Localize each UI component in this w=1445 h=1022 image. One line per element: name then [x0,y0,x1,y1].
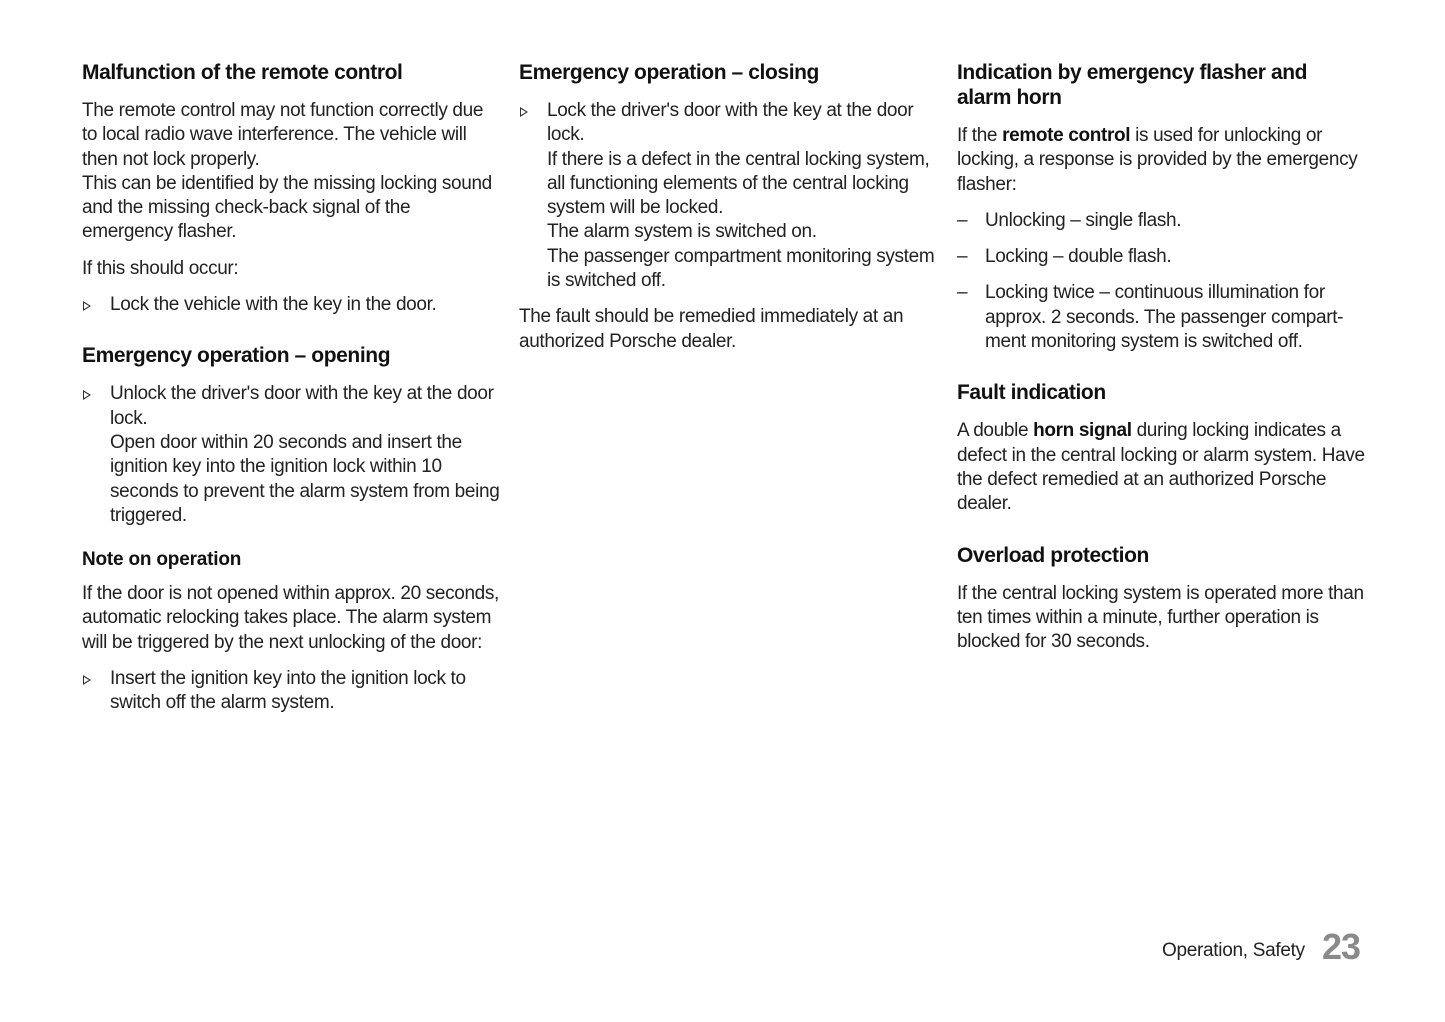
triangle-bullet-icon [83,390,91,400]
column-middle [519,60,939,366]
paragraph: If the central locking system is operated more than ten times within a minute, further operation is blocked for 30 seconds. [957,582,1364,653]
instruction-text: Lock the vehicle with the key in the door. [110,294,437,316]
emphasis: horn signal [1033,420,1132,442]
paragraph: The remote control may not function correctly due to local radio wave interference. The vehicle will then not lock properly. [82,100,484,170]
list-item [957,281,1377,354]
heading-fault-indication: Fault indication [957,381,1106,405]
list-item-text: Unlocking – single flash. [985,209,1182,231]
list-item-text: Locking twice – continuous illumination for approx. 2 seconds. The passenger compartment monitoring system is switched off. [985,282,1344,353]
instruction-text: Unlock the driver's door with the key at the door lock. [110,383,494,429]
heading-overload-protection: Overload protection [957,543,1149,567]
instruction-text: The passenger compartment monitoring system is switched off. [547,245,935,292]
paragraph [957,419,1377,516]
instruction-step [519,99,939,293]
instruction-text: The alarm system is switched on. [547,221,817,243]
column-right [957,60,1377,666]
instruction-step [82,293,502,317]
column-left [82,60,502,728]
instruction-step [82,667,502,716]
heading-malfunction-remote-control: Malfunction of the remote control [82,61,403,84]
triangle-bullet-icon [83,301,91,311]
list-item [957,245,1377,269]
instruction-step [82,382,502,528]
instruction-text: Lock the driver's door with the key at the door lock. [547,100,914,146]
section-label: Operation, Safety [1162,940,1305,961]
text: during locking indicates a defect in the central locking or alarm system. Have the defect remedied at an authorized Porsche dealer. [957,420,1365,515]
heading-emergency-opening: Emergency operation – opening [82,344,391,368]
text: A double [957,420,1034,442]
instruction-text: If there is a defect in the central locking system, all functioning elements of the central locking system will be locked. [547,148,930,219]
paragraph: The fault should be remedied immediately at an authorized Porsche dealer. [519,306,904,352]
instruction-text: Open door within 20 seconds and insert the ignition key into the ignition lock within 10 seconds to prevent the alarm system from being triggered. [110,431,500,526]
paragraph: If this should occur: [82,257,239,279]
heading-indication-flasher-horn: Indication by emergency flasher and alarm horn [957,61,1308,109]
heading-emergency-closing: Emergency operation – closing [519,61,819,84]
triangle-bullet-icon [83,675,91,685]
heading-note-on-operation: Note on operation [82,549,242,571]
emphasis: remote control [1002,125,1131,146]
dash-bullet: – [957,282,968,304]
dash-bullet: – [957,246,968,268]
paragraph: If the door is not opened within approx. 20 seconds, automatic relocking takes place. The alarm system will be triggered by the next unlocking of the door: [82,583,499,653]
triangle-bullet-icon [520,107,528,117]
paragraph: This can be identified by the missing locking sound and the missing check-back signal of the emergency flasher. [82,172,492,243]
text: If the [957,125,1003,146]
instruction-text: Insert the ignition key into the ignition lock to switch off the alarm system. [110,668,466,714]
list-item-text: Locking – double flash. [985,246,1172,268]
page-number: 23 [1322,926,1361,967]
dash-bullet: – [957,209,968,231]
text: is used for unlocking or locking, a response is provided by the emergency flasher: [957,125,1358,195]
list-item [957,209,1377,233]
paragraph [957,124,1377,197]
